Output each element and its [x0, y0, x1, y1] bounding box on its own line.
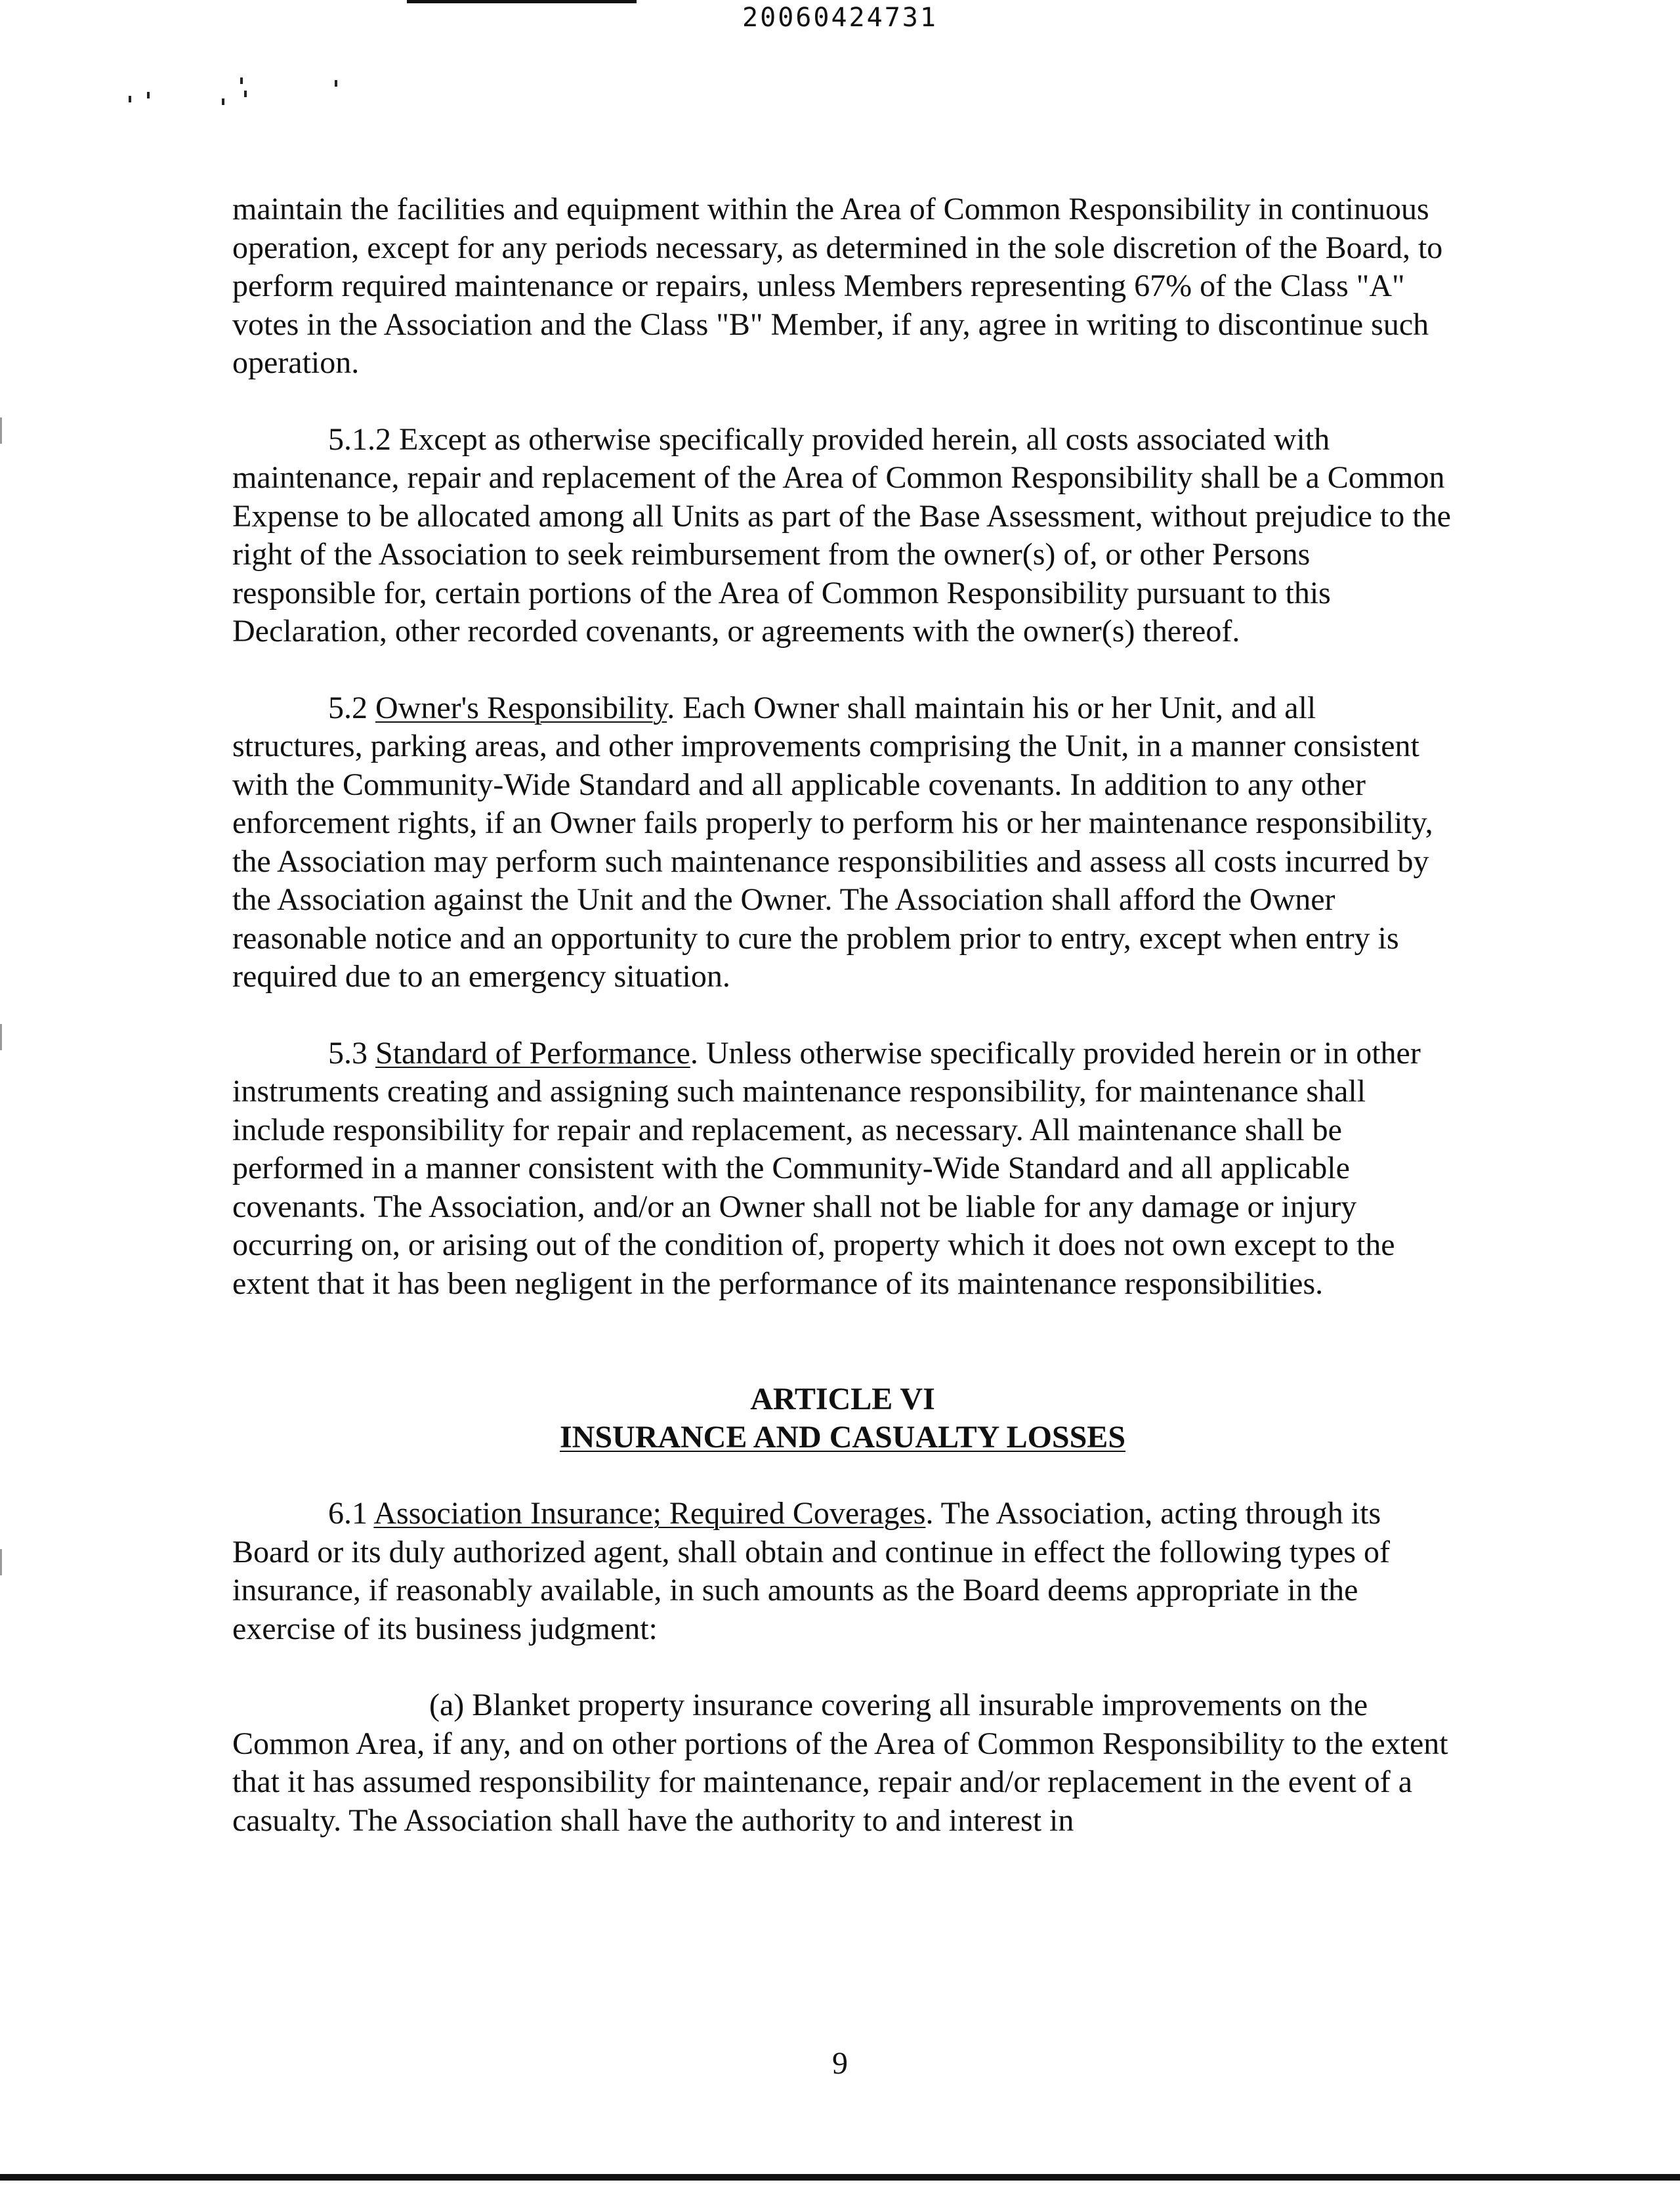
- scan-edge-mark: [0, 1024, 2, 1050]
- document-number: 20060424731: [742, 3, 938, 33]
- section-heading: Association Insurance; Required Coverages: [373, 1496, 926, 1531]
- scan-speck: [129, 96, 131, 102]
- scan-edge-mark: [0, 417, 2, 444]
- section-heading: Standard of Performance: [375, 1035, 690, 1071]
- article-number: ARTICLE VI: [750, 1382, 935, 1417]
- paragraph-6-1: [232, 1495, 1453, 1648]
- paragraph-5-2: [232, 689, 1453, 996]
- section-text: . The Association, acting through its Board or its duly authorized agent, shall obtain and continue in effect the following types of insurance, if reasonably available, in such amounts as the Board deems appropriate in the exercise of its business judgment:: [232, 1496, 1390, 1646]
- section-number: 5.3: [328, 1035, 368, 1071]
- section-heading: Owner's Responsibility: [375, 690, 667, 725]
- section-number: 6.1: [328, 1496, 368, 1531]
- paragraph-5-1-2: 5.1.2 Except as otherwise specifically provided herein, all costs associated with maintenance, repair and replacement of the Area of Common Responsibility shall be a Common Expense to be allocated among all Units as part of the Base Assessment, without prejudice to the right of the Association to seek reimbursement from the owner(s) of, or other Persons responsible for, certain portions of the Area of Common Responsibility pursuant to this Declaration, other recorded covenants, or agreements with the owner(s) thereof.: [232, 421, 1451, 649]
- scan-speck: [240, 77, 243, 84]
- section-text: . Each Owner shall maintain his or her Unit, and all structures, parking areas, and other improvements comprising the Unit, in a manner consistent with the Community-Wide Standard and all applicable covenants. In addition to any other enforcement rights, if an Owner fails properly to perform his or her maintenance responsibility, the Association may perform such maintenance responsibilities and assess all costs incurred by the Association against the Unit and the Owner. The Association shall afford the Owner reasonable notice and an opportunity to cure the problem prior to entry, except when entry is required due to an emergency situation.: [232, 690, 1433, 994]
- scan-speck: [222, 98, 224, 105]
- scan-speck: [244, 91, 247, 97]
- scan-speck: [147, 92, 150, 98]
- paragraph-6-1-a: (a) Blanket property insurance covering all insurable improvements on the Common Area, if any, and on other portions of the Area of Common Responsibility to the extent that it has assumed responsibility for maintenance, repair and/or replacement in the event of a casualty. The Association shall have the authority to and interest in: [232, 1688, 1448, 1838]
- page-number: 9: [832, 2046, 848, 2081]
- page-body: [232, 190, 1453, 1878]
- scan-edge-mark: [0, 1549, 2, 1575]
- section-number: 5.2: [328, 690, 368, 725]
- scan-artifact-line: [459, 0, 617, 2]
- article-heading: [232, 1380, 1453, 1457]
- section-text: . Unless otherwise specifically provided herein or in other instruments creating and assigning such maintenance responsibility, for maintenance shall include responsibility for repair and replacement, as necessary. All maintenance shall be performed in a manner consistent with the Community-Wide Standard and all applicable covenants. The Association, and/or an Owner shall not be liable for any damage or injury occurring on, or arising out of the condition of, property which it does not own except to the extent that it has been negligent in the performance of its maintenance responsibilities.: [232, 1035, 1421, 1301]
- paragraph-5-3: [232, 1034, 1453, 1304]
- paragraph-continuation: maintain the facilities and equipment within the Area of Common Responsibility in continuous operation, except for any periods necessary, as determined in the sole discretion of the Board, to perform required maintenance or repairs, unless Members representing 67% of the Class "A" votes in the Association and the Class "B" Member, if any, agree in writing to discontinue such operation.: [232, 192, 1443, 380]
- scan-speck: [335, 80, 337, 87]
- scan-bottom-border: [0, 2174, 1680, 2181]
- article-title: INSURANCE AND CASUALTY LOSSES: [559, 1420, 1126, 1455]
